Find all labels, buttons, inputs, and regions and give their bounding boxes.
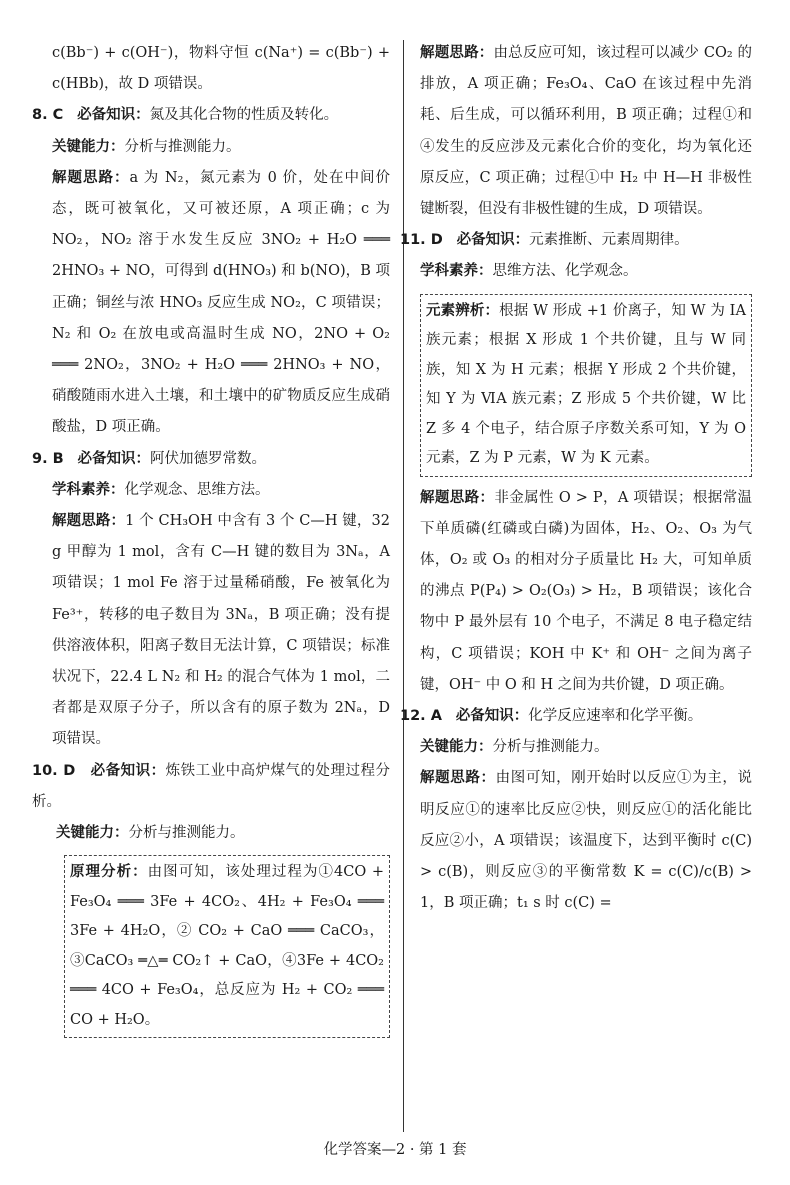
q12-header (400, 701, 752, 732)
q12-solution-text: 由图可知，刚开始时以反应①为主，说明反应①的速率比反应②快，则反应①的活化能比反应②小，A 项错误；该温度下，达到平衡时 c(C) > c(B)，则反应③的平衡常数 K = c(C)/c(B) > 1，B 项正确；t₁ s 时 c(C) = (420, 770, 753, 912)
q10-principle-label: 原理分析： (70, 864, 148, 881)
q8-solution-label: 解题思路： (52, 169, 130, 186)
q8-number: 8. C (32, 107, 64, 124)
right-column (400, 38, 753, 919)
q9-knowledge: 阿伏加德罗常数。 (150, 450, 267, 467)
column-divider (403, 40, 404, 1132)
q9-solution-label: 解题思路： (52, 513, 126, 530)
q10-ability-label: 关键能力： (56, 825, 129, 842)
q10-principle-box (64, 855, 390, 1038)
q12-ability-text: 分析与推测能力。 (492, 739, 609, 756)
q8-knowledge-label: 必备知识： (77, 107, 150, 124)
q8-header (32, 100, 390, 131)
q11-element-analysis (426, 297, 746, 474)
q10-ability (32, 818, 390, 849)
q10-number: 10. D (32, 762, 76, 779)
q8-ability-text: 分析与推测能力。 (124, 138, 241, 155)
q10-principle (70, 858, 384, 1035)
q12-knowledge-label: 必备知识： (455, 708, 529, 725)
q8-solution (32, 163, 390, 444)
q8-ability (32, 132, 390, 163)
q10-knowledge-label: 必备知识： (90, 762, 166, 779)
q11-literacy-text: 思维方法、化学观念。 (492, 263, 638, 280)
q12-solution-label: 解题思路： (420, 770, 496, 787)
q9-solution (32, 506, 390, 756)
q9-literacy (32, 475, 390, 506)
q11-knowledge: 元素推断、元素周期律。 (529, 232, 689, 249)
q9-literacy-text: 化学观念、思维方法。 (124, 481, 270, 498)
q12-ability-label: 关键能力： (420, 739, 493, 756)
q8-solution-text: a 为 N₂，氮元素为 0 价，处在中间价态，既可被氧化，又可被还原，A 项正确；c 为 NO₂，NO₂ 溶于水发生反应 3NO₂ + H₂O ═══ 2HNO₃ + NO，可得到 d(HNO₃) 和 b(NO)，B 项正确；铜丝与浓 HNO₃ 反应生成 NO₂，C 项错误；N₂ 和 O₂ 在放电或高温时生成 NO，2NO + O₂ ═══ 2NO₂，3NO₂ + H₂O ═══ 2HNO₃ + NO，硝酸随雨水进入土壤，和土壤中的矿物质反应生成硝酸盐，D 项正确。 (52, 169, 390, 436)
q10-header (32, 756, 390, 818)
page-footer: 化学答案—2 · 第 1 套 (323, 1142, 467, 1158)
q10-knowledge: 炼铁工业中高炉煤气的处理过程分析。 (32, 762, 391, 810)
continuation-paragraph: c(Bb⁻) + c(OH⁻)，物料守恒 c(Na⁺) = c(Bb⁻) + c(HBb)，故 D 项错误。 (52, 45, 390, 93)
q11-header (400, 225, 752, 256)
q10-solution-text: 由总反应可知，该过程可以减少 CO₂ 的排放，A 项正确；Fe₃O₄、CaO 在该过程中先消耗、后生成，可以循环利用，B 项正确；过程①和④发生的反应涉及元素化合价的变化，均为氧化还原反应，C 项正确；过程①中 H₂ 中 H—H 非极性键断裂，但没有非极性键的生成，D 项错误。 (420, 45, 753, 218)
q9-solution-text: 1 个 CH₃OH 中含有 3 个 C—H 键，32 g 甲醇为 1 mol，含有 C—H 键的数目为 3Nₐ，A 项错误；1 mol Fe 溶于过量稀硝酸，Fe 被氧化为 Fe³⁺，转移的电子数目为 3Nₐ，B 项正确；没有提供溶液体积，阳离子数目无法计算，C 项错误；标准状况下，22.4 L N₂ 和 H₂ 的混合气体为 1 mol，二者都是双原子分子，所以含有的原子数为 2Nₐ，D 项错误。 (52, 513, 391, 748)
q12-ability (420, 732, 752, 763)
q12-number: 12. A (400, 708, 442, 725)
q11-solution-label: 解题思路： (420, 489, 495, 506)
q9-knowledge-label: 必备知识： (77, 450, 151, 467)
q9-literacy-label: 学科素养： (52, 481, 125, 498)
q10-principle-text: 由图可知，该处理过程为①4CO + Fe₃O₄ ═══ 3Fe + 4CO₂、4H₂ + Fe₃O₄ ═══ 3Fe + 4H₂O，② CO₂ + CaO ═══ CaCO₃，③CaCO₃ ═△═ CO₂↑ + CaO，④3Fe + 4CO₂ ═══ 4CO + Fe₃O₄，总反应为 H₂ + CO₂ ═══ CO + H₂O。 (70, 864, 385, 1028)
q11-element-label: 元素辨析： (426, 302, 500, 319)
q11-solution-text: 非金属性 O > P，A 项错误；根据常温下单质磷(红磷或白磷)为固体，H₂、O₂、O₃ 为气体，O₂ 或 O₃ 的相对分子质量比 H₂ 大，可知单质的沸点 P(P₄) > O₂(O₃) > H₂，B 项错误；该化合物中 P 最外层有 10 个电子，不满足 8 电子稳定结构，C 项错误；KOH 中 K⁺ 和 OH⁻ 之间为离子键，OH⁻ 中 O 和 H 之间为共价键，D 项正确。 (420, 489, 753, 693)
q8-knowledge: 氮及其化合物的性质及转化。 (149, 107, 339, 124)
q11-literacy (420, 256, 752, 287)
q10-solution (420, 38, 752, 225)
q11-knowledge-label: 必备知识： (456, 232, 530, 249)
q12-knowledge: 化学反应速率和化学平衡。 (528, 708, 703, 725)
q11-number: 11. D (400, 232, 443, 249)
q12-solution (420, 763, 752, 919)
q11-element-box (420, 294, 752, 477)
q11-element-text: 根据 W 形成 +1 价离子，知 W 为 ⅠA 族元素；根据 X 形成 1 个共价键，且与 W 同族，知 X 为 H 元素；根据 Y 形成 2 个共价键，知 Y 为 ⅥA 族元素；Z 形成 5 个共价键，W 比 Z 多 4 个电子，结合原子序数关系可知，Y 为 O 元素，Z 为 P 元素，W 为 K 元素。 (426, 302, 746, 467)
q10-solution-label: 解题思路： (420, 45, 494, 61)
q11-literacy-label: 学科素养： (420, 263, 493, 280)
q9-number: 9. B (32, 450, 64, 467)
q11-solution (420, 483, 752, 701)
left-column (32, 38, 390, 1044)
q9-header (32, 444, 390, 475)
q8-ability-label: 关键能力： (52, 138, 125, 155)
q10-ability-text: 分析与推测能力。 (128, 825, 245, 842)
